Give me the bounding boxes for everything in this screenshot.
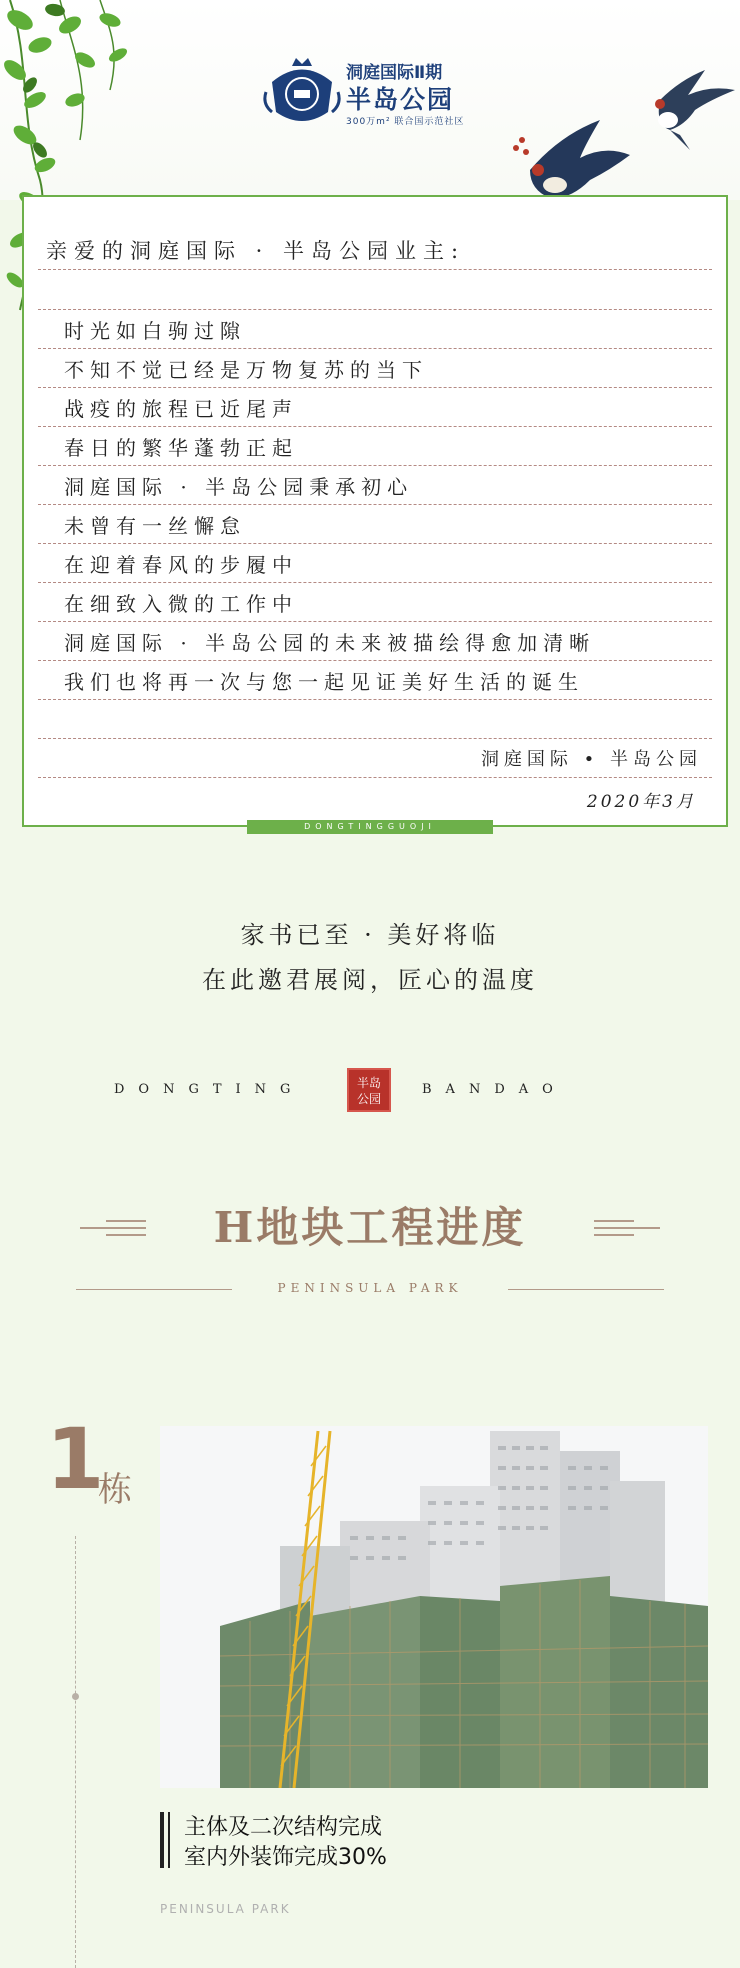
progress-bar-mark bbox=[160, 1812, 164, 1868]
letter-tag: DONGTINGGUOJI bbox=[247, 820, 493, 834]
letter-line: 战疫的旅程已近尾声 bbox=[64, 397, 298, 421]
title-decoration-right bbox=[594, 1218, 660, 1238]
crest-emblem-icon bbox=[262, 52, 342, 132]
section-title: H地块工程进度 bbox=[213, 1203, 527, 1252]
building-unit: 栋 bbox=[98, 1470, 132, 1510]
seal-stamp-icon bbox=[347, 1068, 391, 1112]
letter-rule bbox=[38, 387, 712, 388]
letter-rule bbox=[38, 504, 712, 505]
letter-rule bbox=[38, 543, 712, 544]
letter-rule bbox=[38, 426, 712, 427]
construction-site-image bbox=[160, 1426, 708, 1788]
letter-line: 未曾有一丝懈怠 bbox=[64, 514, 246, 538]
letter-line: 在细致入微的工作中 bbox=[64, 592, 298, 616]
letter-card bbox=[22, 195, 728, 827]
seal-top: 半岛 bbox=[356, 1076, 381, 1090]
letter-rule bbox=[38, 738, 712, 739]
letter-date: 2020年3月 bbox=[586, 792, 696, 812]
letter-line: 我们也将再一次与您一起见证美好生活的诞生 bbox=[64, 670, 584, 694]
subtitle-rule-right bbox=[508, 1289, 664, 1290]
logo-line2: 半岛公园 bbox=[346, 85, 455, 114]
letter-rule bbox=[38, 777, 712, 778]
brand-right: BANDAO bbox=[422, 1082, 567, 1097]
letter-line: 在迎着春风的步履中 bbox=[64, 553, 298, 577]
letter-rule bbox=[38, 269, 712, 270]
letter-rule bbox=[38, 660, 712, 661]
progress-line: 主体及二次结构完成 bbox=[184, 1815, 383, 1840]
letter-rule bbox=[38, 309, 712, 310]
progress-line: 室内外装饰完成30% bbox=[184, 1845, 387, 1870]
seal-bottom: 公园 bbox=[356, 1092, 381, 1106]
timeline-line bbox=[75, 1536, 76, 1968]
logo-line1: 洞庭国际Ⅱ期 bbox=[346, 63, 443, 83]
intro-line1: 家书已至 · 美好将临 bbox=[240, 921, 500, 949]
letter-signature: 洞庭国际 • 半岛公园 bbox=[480, 749, 702, 770]
footer-caption: PENINSULA PARK bbox=[160, 1902, 291, 1916]
letter-greeting: 亲爱的洞庭国际 · 半岛公园业主: bbox=[46, 239, 466, 263]
section-subtitle: PENINSULA PARK bbox=[277, 1281, 463, 1295]
intro-line2: 在此邀君展阅，匠心的温度 bbox=[202, 966, 538, 994]
construction-photo bbox=[160, 1426, 708, 1788]
timeline-dot bbox=[72, 1693, 79, 1700]
letter-rule bbox=[38, 582, 712, 583]
progress-bar-mark bbox=[168, 1812, 170, 1868]
letter-line: 洞庭国际 · 半岛公园的未来被描绘得愈加清晰 bbox=[64, 631, 596, 655]
letter-rule bbox=[38, 621, 712, 622]
letter-rule bbox=[38, 465, 712, 466]
brand-left: DONGTING bbox=[114, 1082, 305, 1097]
letter-line: 时光如白驹过隙 bbox=[64, 319, 246, 343]
building-number: 1 bbox=[46, 1410, 105, 1508]
logo-line3: 300万m² 联合国示范社区 bbox=[346, 117, 465, 127]
logo bbox=[262, 52, 482, 132]
letter-line: 不知不觉已经是万物复苏的当下 bbox=[64, 358, 428, 382]
letter-rule bbox=[38, 348, 712, 349]
letter-rule bbox=[38, 699, 712, 700]
letter-line: 春日的繁华蓬勃正起 bbox=[64, 436, 298, 460]
letter-line: 洞庭国际 · 半岛公园秉承初心 bbox=[64, 475, 414, 499]
